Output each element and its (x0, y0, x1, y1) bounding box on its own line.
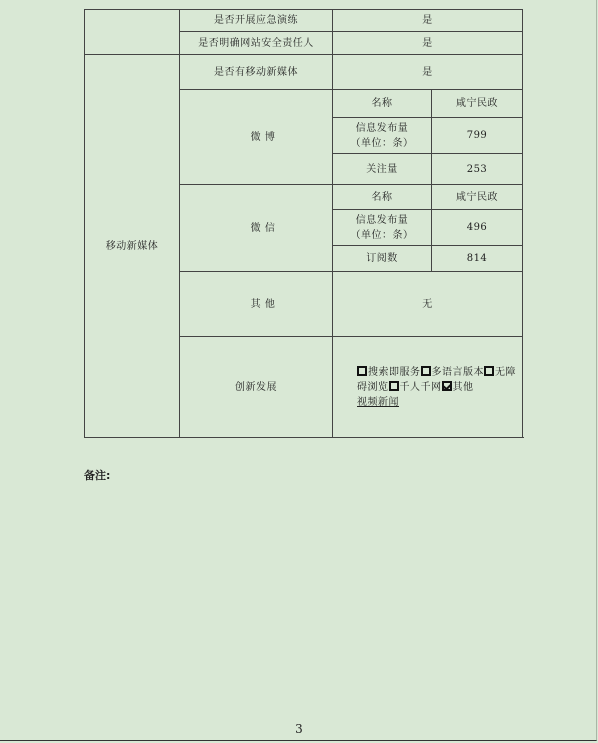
innovation-checkbox-label: 千人千网 (399, 381, 442, 393)
mobile-media-section-label: 移动新媒体 (85, 55, 180, 438)
drill-label: 是否开展应急演练 (180, 10, 333, 32)
innovation-checkbox-1[interactable] (421, 366, 431, 376)
innovation-other-text: 视频新闻 (357, 396, 399, 408)
remarks-label: 备注: (84, 469, 111, 482)
weibo-followers-label: 关注量 (333, 154, 432, 185)
wechat-posts-value: 496 (432, 210, 523, 246)
innovation-options (333, 337, 523, 438)
wechat-subscribers-label: 订阅数 (333, 246, 432, 272)
innovation-checkbox-0[interactable] (357, 366, 367, 376)
weibo-posts-value: 799 (432, 118, 523, 154)
innovation-section-label: 创新发展 (180, 337, 333, 438)
weibo-name-value: 咸宁民政 (432, 90, 523, 118)
wechat-subscribers-value: 814 (432, 246, 523, 272)
other-media-value: 无 (333, 272, 523, 337)
innovation-checkbox-label: 无障碍浏览 (357, 366, 516, 393)
report-table (84, 9, 523, 438)
innovation-checkbox-2[interactable] (484, 366, 494, 376)
innovation-checkbox-4[interactable] (442, 381, 452, 391)
page-number: 3 (295, 722, 303, 736)
blank-section-cell (85, 10, 180, 55)
wechat-name-label: 名称 (333, 185, 432, 210)
wechat-name-value: 咸宁民政 (432, 185, 523, 210)
weibo-posts-label-line1: 信息发布量 (355, 122, 409, 134)
innovation-checkbox-3[interactable] (389, 381, 399, 391)
security-owner-value: 是 (333, 32, 523, 55)
innovation-checkbox-label: 其他 (452, 381, 474, 393)
wechat-posts-label-line1: 信息发布量 (355, 214, 409, 226)
innovation-checkbox-list (357, 367, 516, 393)
has-media-value: 是 (333, 55, 523, 90)
other-media-label: 其 他 (180, 272, 333, 337)
innovation-checkbox-label: 多语言版本 (431, 366, 484, 378)
weibo-followers-value: 253 (432, 154, 523, 185)
weibo-posts-label-line2: （单位：条） (350, 137, 414, 149)
weibo-label: 微 博 (180, 90, 333, 185)
weibo-posts-label (333, 118, 432, 154)
wechat-posts-label-line2: （单位：条） (350, 229, 414, 241)
wechat-label: 微 信 (180, 185, 333, 272)
wechat-posts-label (333, 210, 432, 246)
innovation-checkbox-label: 搜索即服务 (368, 366, 421, 378)
security-owner-label: 是否明确网站安全责任人 (180, 32, 333, 55)
drill-value: 是 (333, 10, 523, 32)
has-media-label: 是否有移动新媒体 (180, 55, 333, 90)
weibo-name-label: 名称 (333, 90, 432, 118)
